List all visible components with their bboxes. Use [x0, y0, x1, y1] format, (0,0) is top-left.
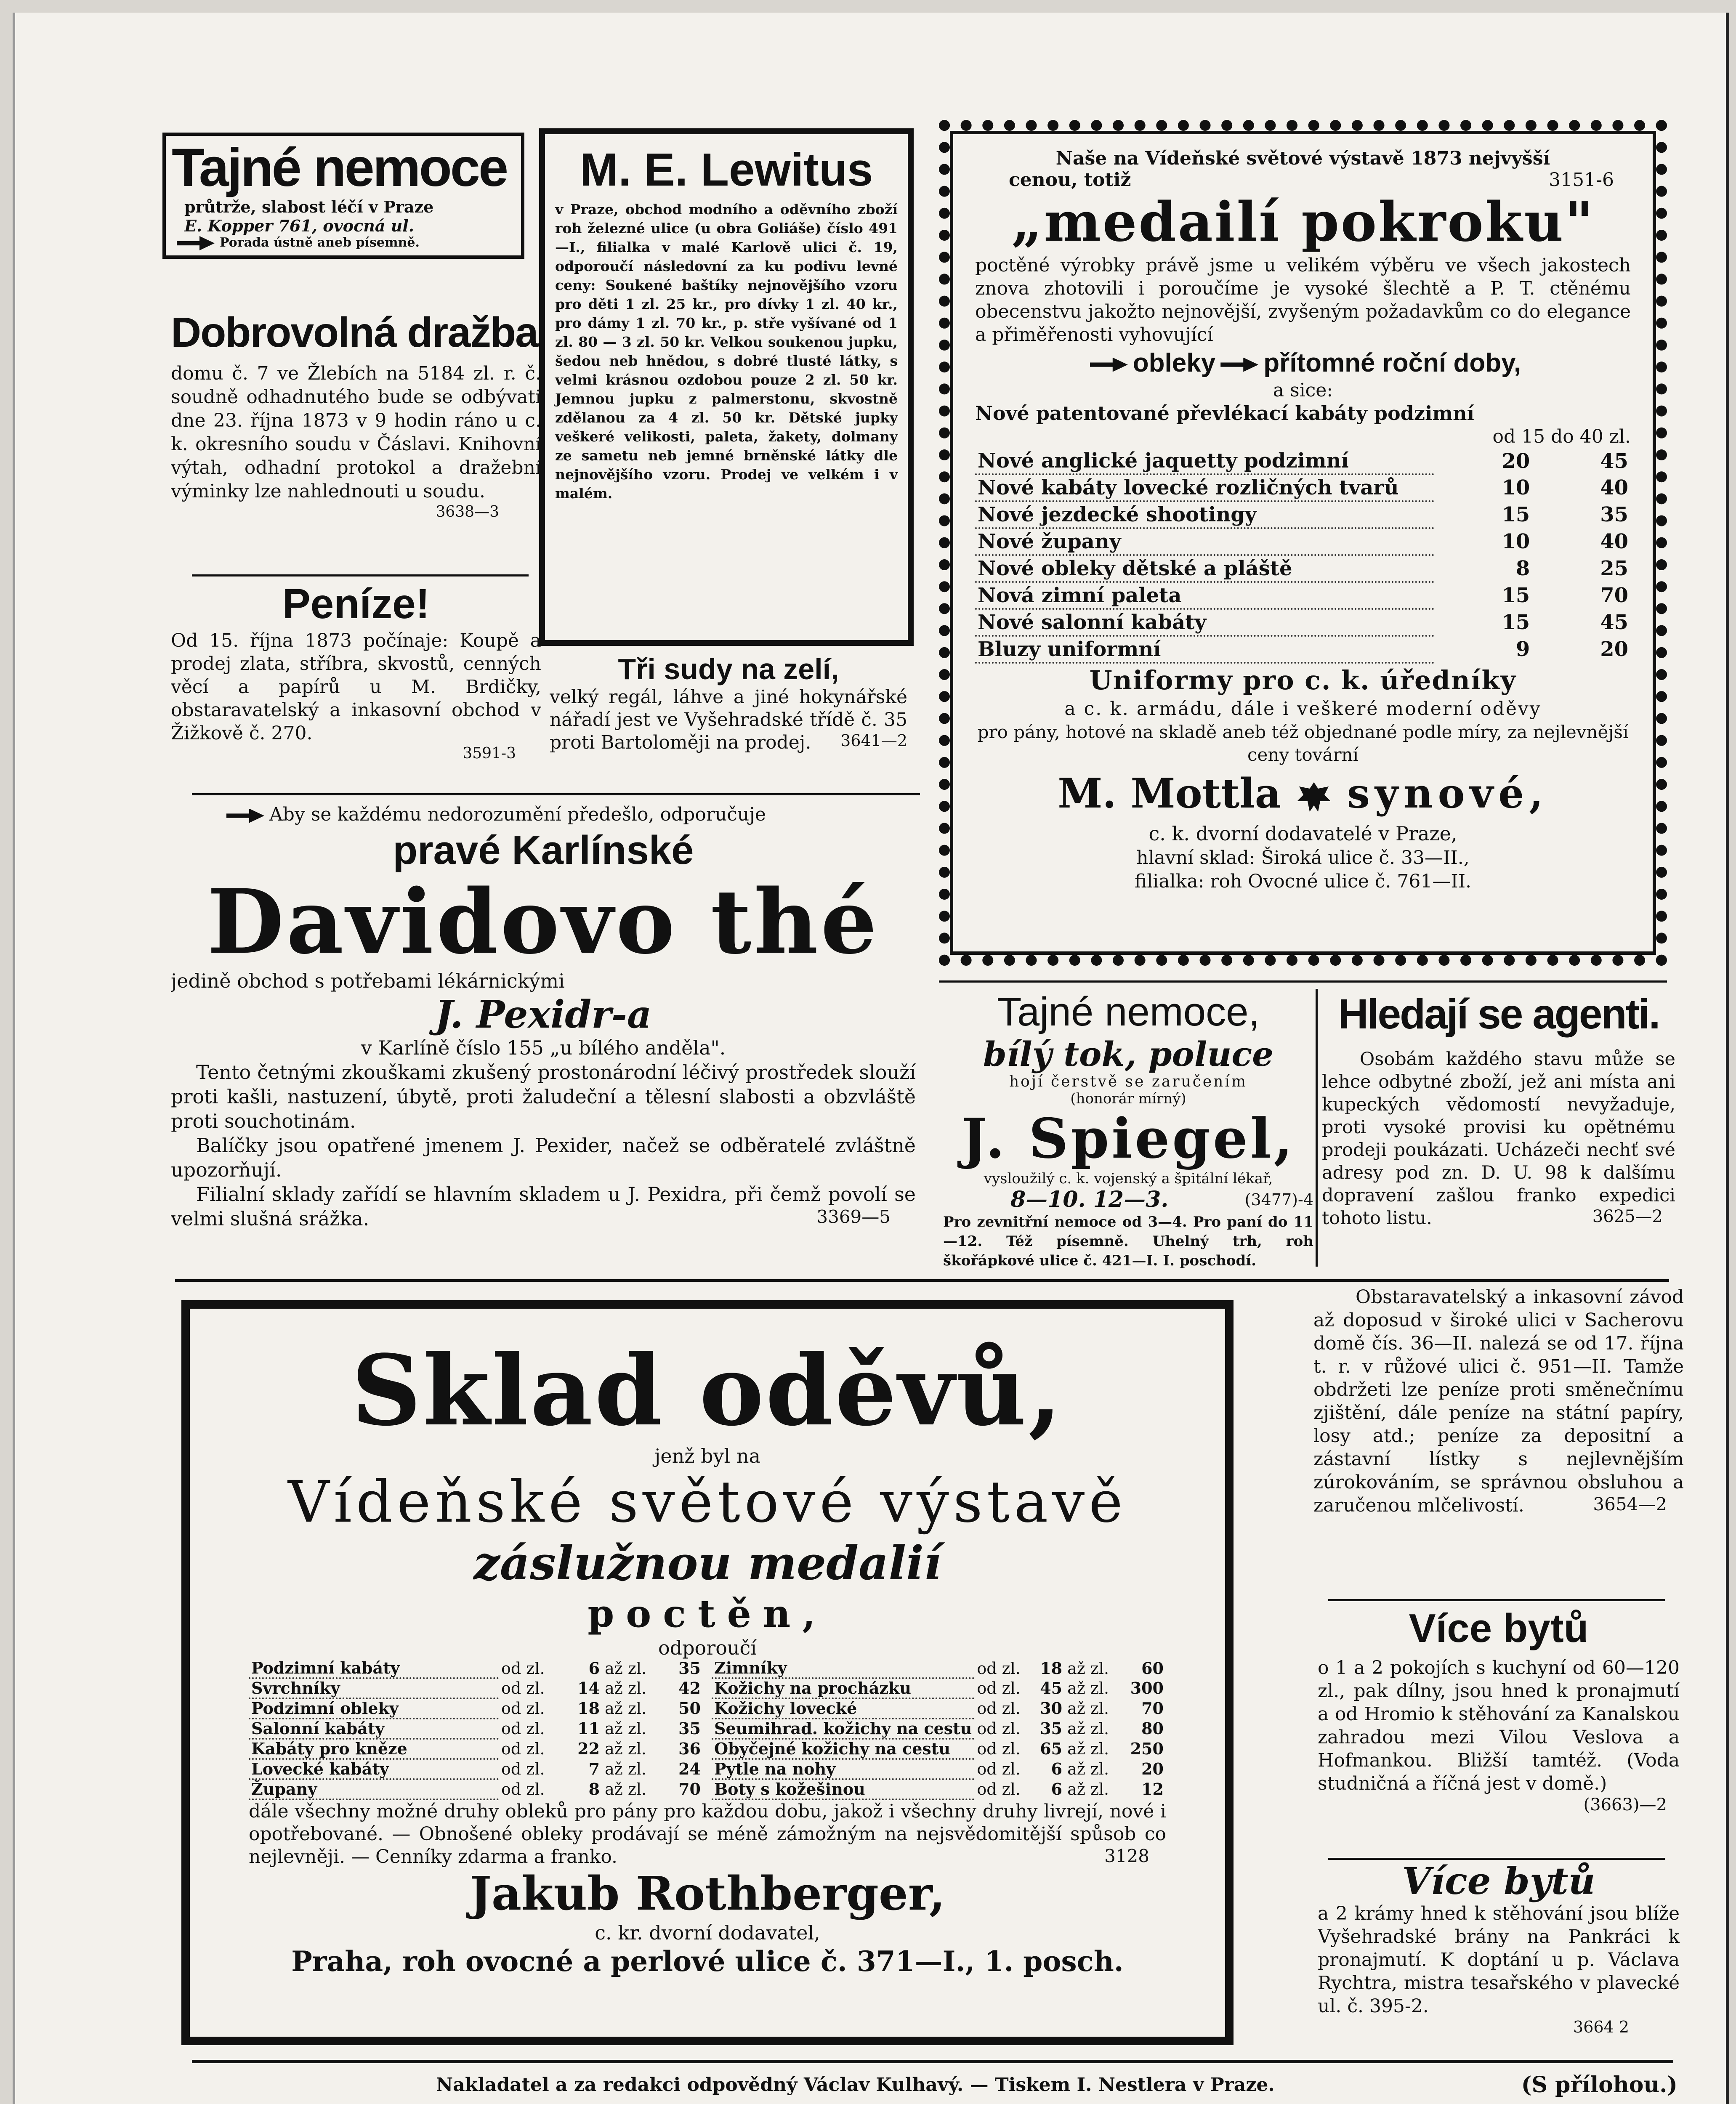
item-name: Kožichy lovecké: [712, 1698, 974, 1719]
ad-prave: pravé Karlínské: [393, 828, 694, 873]
item-name: Podzimní kabáty: [249, 1659, 499, 1678]
column-divider: [1316, 989, 1318, 1267]
price-az-label: až zl.: [1067, 1719, 1109, 1738]
pointing-hand-icon: [1220, 358, 1258, 372]
hlavni-sklad: hlavní sklad: Široká ulice č. 33—II.,: [1136, 847, 1470, 869]
ad-text: Osobám každého stavu může se lehce odbytné zboží, jež ani místa ani kupeckých vědomostí nevyžaduje, proti vysoké provisi ku opětnému prodeji poukázati. Ucházeči nechť své adresy pod zn. D. U. 98 k dalšímu dopravení zašlou franko expedici tohoto listu.: [1322, 1049, 1675, 1229]
price-az-label: až zl.: [1067, 1740, 1109, 1758]
sklad-price-list-left: [249, 1659, 703, 1800]
price-row: [975, 501, 1631, 528]
ad-tajne-nemoce-kopper: [162, 133, 524, 271]
price-az-label: až zl.: [605, 1679, 647, 1698]
price-to: 60: [1141, 1659, 1164, 1678]
section-divider: [939, 980, 1667, 983]
price-to: 35: [678, 1659, 701, 1678]
price-od-label: od zl.: [977, 1740, 1021, 1758]
ad-text: Filialní sklady zařídí se hlavním skladem u J. Pexidra, při čemž povolí se velmi slušná srážka.: [171, 1183, 916, 1230]
ad-line: Porada ústně aneb písemně.: [220, 235, 420, 250]
price-to: 300: [1130, 1679, 1164, 1698]
ad-firm: J. Pexidr-a: [435, 992, 652, 1037]
price-az-label: až zl.: [605, 1780, 647, 1798]
price-to: 20: [1141, 1759, 1164, 1778]
price-od-label: od zl.: [501, 1659, 545, 1678]
price-to: 50: [678, 1699, 701, 1718]
price-az-label: až zl.: [1067, 1699, 1109, 1718]
price-row: [249, 1759, 703, 1779]
dodavatele: c. k. dvorní dodavatelé v Praze,: [1148, 822, 1457, 845]
price-row: [249, 1698, 703, 1719]
ad-penize: [171, 579, 541, 776]
price-to: 35: [1600, 503, 1628, 526]
firm-name: M. Mottla: [1058, 770, 1281, 817]
price-od-label: od zl.: [501, 1699, 545, 1718]
ad-text: Balíčky jsou opatřené jmenem J. Pexider, načež se odběratelé zvláštně upozorňují.: [171, 1134, 916, 1181]
price-from: 9: [1515, 638, 1530, 661]
ad-address: Praha, roh ovocné a perlové ulice č. 371—I., 1. posch.: [291, 1945, 1124, 1978]
price-row: [975, 582, 1631, 609]
ad-obstaravatel: [1313, 1286, 1684, 1597]
price-to: 35: [678, 1719, 701, 1738]
item-name: Salonní kabáty: [249, 1719, 499, 1739]
ad-text: Tento četnými zkouškami zkušený prostonárodní léčivý prostředek slouží proti kašli, nastuzení, úbytě, proti žaludeční a tělesní slabosti a obzvláště proti souchotinám.: [171, 1061, 916, 1132]
price-od-label: od zl.: [977, 1780, 1021, 1798]
ad-agenti: [1322, 989, 1675, 1275]
ad-title: Tajné nemoce,: [997, 989, 1260, 1034]
ad-spiegel: [943, 989, 1313, 1275]
footer-supplement: (S přílohou.): [1521, 2072, 1678, 2098]
price-from: 8: [1515, 557, 1530, 580]
item-name: Lovecké kabáty: [249, 1759, 499, 1779]
price-to: 36: [678, 1739, 701, 1758]
ad-title: Tajné nemoce: [172, 138, 507, 198]
item-name: Nové obleky dětské a pláště: [975, 555, 1434, 582]
obleky-label: obleky: [1133, 348, 1216, 377]
price-to: 45: [1600, 449, 1628, 473]
ad-lewitus: [539, 128, 914, 654]
ad-code: 3664 2: [1573, 2018, 1629, 2036]
price-to: 45: [1600, 611, 1628, 634]
ad-davidovo-the: [171, 804, 916, 1283]
ad-code: (3663)—2: [1583, 1795, 1667, 1814]
ad-text: Obstaravatelský a inkasovní závod až doposud v široké ulici v Sacherovu domě čís. 36—II. nalezá se od 17. října t. r. v růžové ulici č. 951—II. Tamže obdržeti lze peníze proti směnečnímu zjištění, dále peníze na státní papíry, losy atd.; peníze za depositní a zástavní lístky s nejlevnějším zúrokováním, se správnou obsluhou a zaručenou mlčelivostí.: [1313, 1286, 1684, 1516]
price-to: 70: [678, 1780, 701, 1798]
price-to: 70: [1141, 1699, 1164, 1718]
footer-imprint: Nakladatel a za redakci odpovědný Václav Kulhavý. — Tiskem I. Nestlera v Praze.: [436, 2074, 1275, 2096]
price-from: 18: [1040, 1659, 1063, 1678]
ad-text: Od 15. října 1873 počínaje: Koupě a prodej zlata, stříbra, skvostů, cenných věcí a papírů u M. Brdičky, obstaravatelský a inkasovní obchod v Žižkově č. 270.: [171, 630, 541, 744]
price-to: 12: [1141, 1780, 1164, 1798]
price-row: [975, 528, 1631, 555]
ad-line: průtrže, slabost léčí v Praze: [184, 197, 434, 216]
pointing-hand-icon: [177, 236, 215, 250]
price-od-label: od zl.: [501, 1719, 545, 1738]
ad-title: Více bytů: [1402, 1860, 1595, 1903]
item-name: Podzimní obleky: [249, 1698, 499, 1719]
item-name: Nové anglické jaquetty podzimní: [975, 448, 1434, 474]
section-divider: [175, 1279, 1669, 1282]
price-to: 24: [678, 1759, 701, 1778]
price-from: 30: [1040, 1699, 1063, 1718]
price-from: 18: [577, 1699, 600, 1718]
item-name: Zimníky: [712, 1659, 974, 1678]
price-to: 70: [1600, 584, 1628, 607]
mottl-price-list: [975, 448, 1631, 664]
armadu: a c. k. armádu, dále i veškeré moderní oděvy: [1064, 698, 1542, 720]
price-row: [249, 1678, 703, 1698]
ad-line: E. Kopper 761, ovocná ul.: [184, 216, 414, 235]
item-name: Bluzy uniformní: [975, 636, 1434, 663]
ad-mottl: [939, 120, 1667, 966]
imperial-eagle-icon: [1295, 778, 1333, 816]
price-od-label: od zl.: [501, 1679, 545, 1698]
price-to: 20: [1600, 638, 1628, 661]
ad-code: 3151-6: [1549, 169, 1614, 191]
price-row: [249, 1719, 703, 1739]
price-to: 25: [1600, 557, 1628, 580]
ad-code: 3369—5: [816, 1206, 891, 1227]
ad-drazba: [171, 307, 541, 568]
price-az-label: až zl.: [605, 1740, 647, 1758]
price-od-label: od zl.: [977, 1699, 1021, 1718]
column-divider: [192, 574, 529, 576]
price-row: [249, 1659, 703, 1678]
ad-text: a 2 krámy hned k stěhování jsou blíže Vyšehradské brány na Pankráci k pronajmutí. K doptání u p. Václava Rychtra, mistra tesařského v plavecké ul. č. 395-2.: [1318, 1903, 1680, 2017]
price-from: 11: [577, 1719, 600, 1738]
price-row: [712, 1759, 1166, 1779]
ad-honorar: (honorár mírný): [1070, 1090, 1186, 1107]
price-from: 65: [1040, 1739, 1063, 1758]
price-to: 80: [1141, 1719, 1164, 1738]
price-az-label: až zl.: [605, 1659, 647, 1678]
price-az-label: až zl.: [1067, 1659, 1109, 1678]
price-row: [712, 1719, 1166, 1739]
price-from: 10: [1502, 476, 1530, 499]
pointing-hand-icon: [1090, 358, 1128, 372]
pro-pany: pro pány, hotové na skladě aneb též objednané podle míry, za nejlevnější ceny tovární: [977, 722, 1629, 765]
price-from: 15: [1502, 503, 1530, 526]
price-az-label: až zl.: [605, 1699, 647, 1718]
price-from: 6: [1051, 1780, 1063, 1798]
sklad-price-list-right: [712, 1659, 1166, 1800]
ad-hoji: hojí čerstvě se zaručením: [1009, 1073, 1248, 1090]
price-row: [975, 609, 1631, 636]
ad-text: dále všechny možné druhy obleků pro pány pro každou dobu, jakož i všechny druhy livrejí, nové i opotřebované. — Obnošené obleky prodávají se méně zámožným na nejsvědomitější spůsob co nejlevněji. — Cenníky zdarma a franko.: [249, 1801, 1166, 1868]
ad-title: M. E. Lewitus: [580, 144, 873, 196]
ad-code: 3128: [1104, 1846, 1149, 1866]
ad-code: 3638—3: [436, 503, 499, 521]
ad-title: Davidovo thé: [207, 870, 880, 974]
office-hours: 8—10. 12—3.: [1010, 1187, 1169, 1212]
ad-code: 3591-3: [463, 745, 516, 762]
section-divider: [192, 793, 920, 795]
price-row: [712, 1739, 1166, 1759]
footer-divider: [192, 2060, 1673, 2063]
a-sice: a sice:: [1273, 380, 1333, 401]
pointing-hand-icon: [226, 809, 264, 823]
ad-title: „medailí pokroku": [1011, 191, 1595, 254]
price-od-label: od zl.: [977, 1719, 1021, 1738]
price-from: 6: [1051, 1759, 1063, 1778]
ad-text: Pro zevnitřní nemoce od 3—4. Pro paní do 11—12. Též písemně. Uhelný trh, roh škořápkové ulice č. 421—I. I. poschodí.: [943, 1214, 1313, 1269]
ad-title: Peníze!: [282, 580, 430, 627]
price-to: 42: [678, 1679, 701, 1698]
price-from: 10: [1502, 530, 1530, 553]
ad-code: 3654—2: [1593, 1494, 1667, 1514]
item-name: Kabáty pro kněze: [249, 1739, 499, 1759]
price-az-label: až zl.: [1067, 1679, 1109, 1698]
price-to: 250: [1130, 1739, 1164, 1758]
ad-intro: Naše na Vídeňské světové výstavě 1873 nejvyšší: [1055, 148, 1550, 169]
price-from: 15: [1502, 611, 1530, 634]
price-from: 22: [577, 1739, 600, 1758]
ad-address: v Karlíně číslo 155 „u bílého anděla".: [361, 1036, 726, 1059]
price-od-label: od zl.: [977, 1659, 1021, 1678]
column-divider: [1328, 1599, 1665, 1601]
item-name: Seumihrad. kožichy na cestu: [712, 1719, 974, 1739]
price-od-label: od zl.: [501, 1780, 545, 1798]
ad-jenz: jenž byl na: [654, 1445, 760, 1467]
price-from: 7: [588, 1759, 600, 1778]
ad-sub: bílý tok, poluce: [983, 1034, 1273, 1074]
ad-intro: Aby se každému nedorozumění předešlo, odporučuje: [269, 804, 766, 825]
price-az-label: až zl.: [605, 1760, 647, 1778]
price-row: [712, 1698, 1166, 1719]
price-az-label: až zl.: [605, 1719, 647, 1738]
ad-code: 3641—2: [840, 731, 907, 750]
price-row: [975, 474, 1631, 501]
price-row: [975, 636, 1631, 663]
ad-medalie: záslužnou medalií: [473, 1536, 941, 1590]
ad-odporouci: odporoučí: [658, 1636, 757, 1659]
item-name: Svrchníky: [249, 1678, 499, 1698]
ad-firm: Jakub Rothberger,: [469, 1866, 946, 1921]
ad-text: o 1 a 2 pokojích s kuchyní od 60—120 zl., pak dílny, jsou hned k pronajmutí a od Hromio k stěhování za Kanalskou zahradou mezi Vilou Veslova a Hofmankou. Bližší tamtéž. (Voda studničná a říčná jest v domě.): [1318, 1657, 1680, 1794]
item-name: Pytle na nohy: [712, 1759, 974, 1779]
price-to: 40: [1600, 476, 1628, 499]
item-name: Nová zimní paleta: [975, 582, 1434, 609]
price-row: [712, 1659, 1166, 1678]
patent-coats: Nové patentované převlékací kabáty podzimní: [975, 402, 1475, 425]
price-row: [249, 1779, 703, 1799]
ad-title: Sklad oděvů,: [351, 1334, 1064, 1448]
ad-code: (3477)-4: [1244, 1190, 1313, 1209]
price-from: 20: [1502, 449, 1530, 473]
ad-text: v Praze, obchod modního a oděvního zboží roh železné ulice (u obra Goliáše) číslo 491—I., filialka v malé Karlově ulici č. 19, odporoučí následovní za ku podivu levné ceny: Soukené baštíky nejnovějšího vzoru pro děti 1 zl. 25 kr., pro dívky 1 zl. 40 kr., pro dámy 1 zl. 70 kr., p. stře vyšívané od 1 zl. 80 — 3 zl. 50 kr. Velkou soukenou jupku, šedou neb hnědou, s dobré tlusté látky, s velmi krásnou ozdobou pouze 2 zl. 50 kr. Jemnou jupku z palmerstonu, skvostně zdělanou za 4 zl. 50 kr. Dětské jupky veškeré velikosti, paleta, žakety, dolmany ze sametu neb jemné brněnské látky dle nejnovějšího vzoru. Prodej ve velkém i v malém.: [555, 201, 898, 502]
ad-intro: cenou, totiž: [1009, 169, 1131, 191]
ad-text: velký regál, láhve a jiné hokynářské nářadí jest ve Vyšehradské třídě č. 35 proti Bartoloměji na prodej.: [550, 686, 907, 753]
ad-vice-bytu-1: [1318, 1603, 1680, 1856]
ad-pocten: poctěn,: [588, 1591, 827, 1636]
ad-title: Dobrovolná dražba: [171, 309, 538, 356]
item-name: Kožichy na procházku: [712, 1678, 974, 1698]
price-az-label: až zl.: [1067, 1780, 1109, 1798]
price-az-label: až zl.: [1067, 1760, 1109, 1778]
ad-jedine: jedině obchod s potřebami lékárnickými: [171, 970, 565, 992]
item-name: Obyčejné kožichy na cestu: [712, 1739, 974, 1759]
item-name: Župany: [249, 1779, 499, 1799]
price-row: [712, 1678, 1166, 1698]
item-name: Nové salonní kabáty: [975, 609, 1434, 636]
price-from: 35: [1040, 1719, 1063, 1738]
ad-title: Hledají se agenti.: [1338, 991, 1659, 1038]
price-to: 40: [1600, 530, 1628, 553]
ad-text: domu č. 7 ve Žlebích na 5184 zl. r. č. soudně odhadnutého bude se odbývati dne 23. října 1873 v 9 hodin ráno u c. k. okresního soudu v Čáslavi. Knihovní výtah, odhadní protokol a dražební výminky lze nahlednouti u soudu.: [171, 363, 541, 502]
price-from: 8: [588, 1780, 600, 1798]
firm-name-suffix: synové,: [1347, 770, 1548, 817]
price-od-label: od zl.: [501, 1760, 545, 1778]
price-row: [249, 1739, 703, 1759]
ad-tri-sudy: [550, 652, 907, 778]
footer: [436, 2068, 1678, 2104]
price-row: [975, 555, 1631, 582]
ad-code: 3625—2: [1592, 1207, 1663, 1226]
ad-dodavatel: c. kr. dvorní dodavatel,: [595, 1921, 820, 1944]
price-from: 15: [1502, 584, 1530, 607]
obleky-season: přítomné roční doby,: [1263, 348, 1521, 377]
price-from: 45: [1040, 1679, 1063, 1698]
ad-text: vysloužilý c. k. vojenský a špitální lékař,: [984, 1170, 1273, 1187]
ad-sklad-odevu: [181, 1300, 1234, 2045]
newspaper-page: [13, 13, 1729, 2104]
ad-vice-bytu-2: [1318, 1860, 1680, 2049]
ad-title: Tři sudy na zelí,: [618, 653, 839, 685]
ad-firm: J. Spiegel,: [961, 1106, 1295, 1171]
ad-title: Více bytů: [1409, 1606, 1589, 1651]
price-row: [975, 448, 1631, 474]
item-name: Nové župany: [975, 528, 1434, 555]
price-od-label: od zl.: [977, 1760, 1021, 1778]
uniformy: Uniformy pro c. k. úředníky: [1089, 665, 1517, 696]
ad-text: poctěné výrobky právě jsme u velikém výběru ve všech jakostech znova zhotovili i poroučíme je vysoké šlechtě a P. T. ctěnému obecenstvu jakožto nejnovější, zvyšeným požadavkům co do elegance a přiměřenosti vyhovující: [975, 255, 1631, 345]
price-row: [712, 1779, 1166, 1799]
filialka: filialka: roh Ovocné ulice č. 761—II.: [1134, 871, 1472, 892]
item-name: Nové kabáty lovecké rozličných tvarů: [975, 474, 1434, 501]
price-od-label: od zl.: [977, 1679, 1021, 1698]
ad-vystava: Vídeňské světové výstavě: [288, 1469, 1127, 1535]
item-name: Nové jezdecké shootingy: [975, 501, 1434, 528]
item-name: Boty s kožešinou: [712, 1779, 974, 1799]
price-from: 14: [577, 1679, 600, 1698]
price-from: 6: [588, 1659, 600, 1678]
patent-price: od 15 do 40 zl.: [1492, 426, 1631, 447]
price-od-label: od zl.: [501, 1740, 545, 1758]
